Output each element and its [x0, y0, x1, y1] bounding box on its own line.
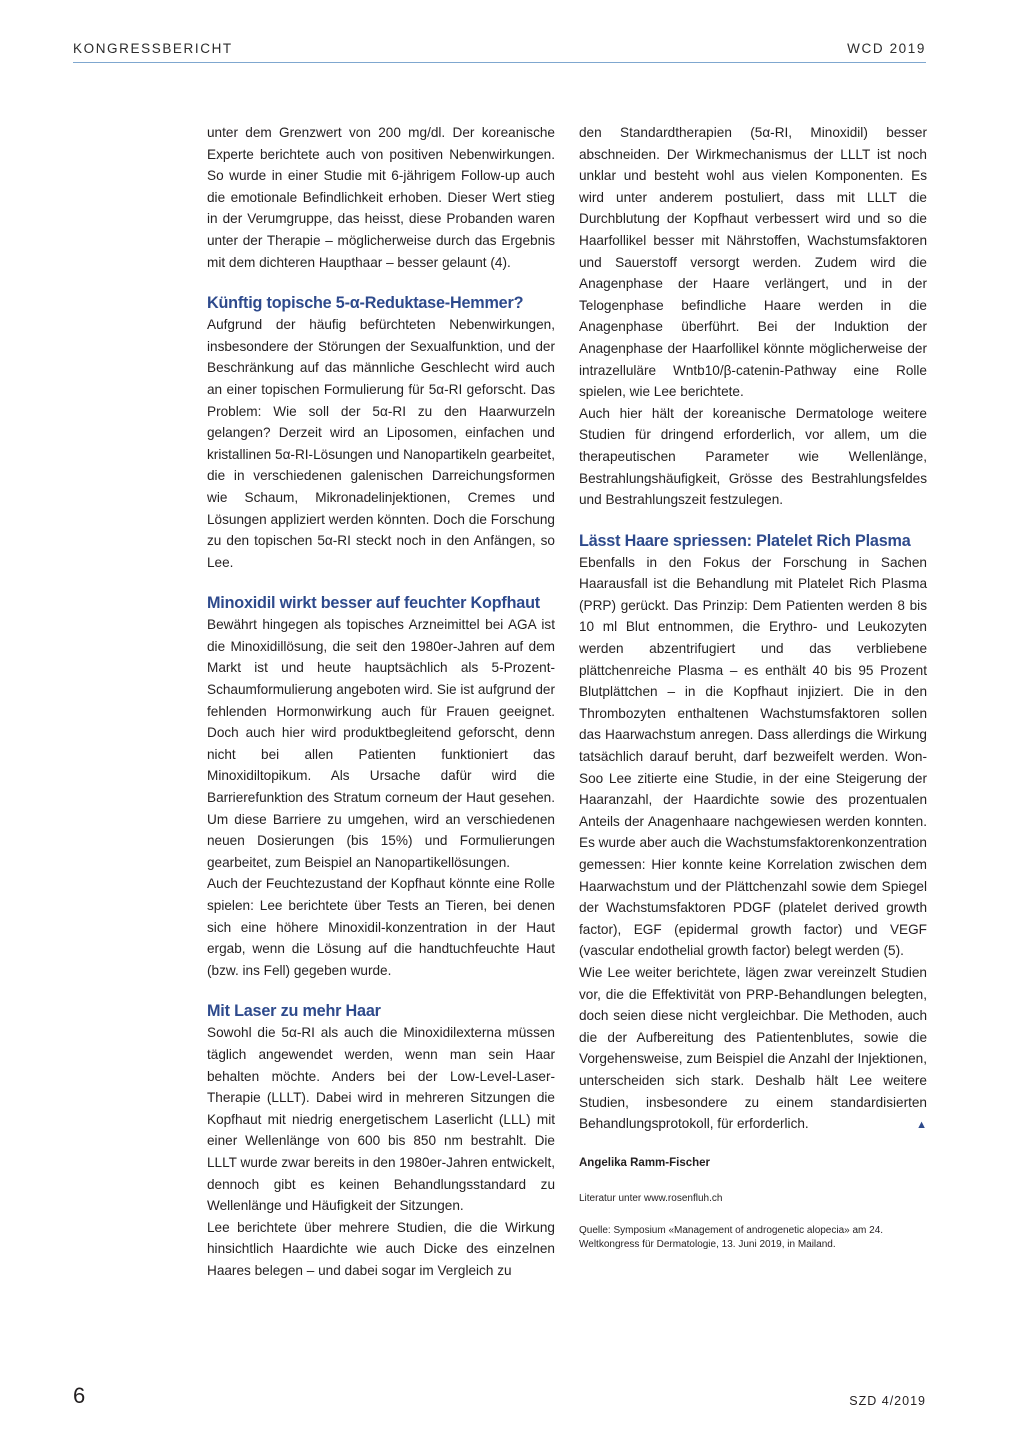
source-note: Quelle: Symposium «Management of androgenetic alopecia» am 24. Weltkongress für Dermatologie, 13. Juni 2019, in Mailand. — [579, 1225, 884, 1251]
paragraph: Auch der Feuchtezustand der Kopfhaut könnte eine Rolle spielen: Lee berichtete über Tests an Tieren, bei denen sich eine höhere Minoxidil-konzentration in der Haut ergab, wenn die Lösung auf die handtuchfeuchte Haut (bzw. ins Fell) gegeben wurde. — [207, 876, 555, 978]
page-number: 6 — [73, 1383, 86, 1408]
section-heading-laser: Mit Laser zu mehr Haar — [207, 1002, 381, 1021]
author-name: Angelika Ramm-Fischer — [579, 1156, 711, 1169]
paragraph-final — [579, 962, 927, 1135]
article-column-left — [207, 122, 555, 1282]
section-heading-minoxidil: Minoxidil wirkt besser auf feuchter Kopfhaut — [207, 594, 540, 613]
running-header-section: KONGRESSBERICHT — [73, 41, 233, 56]
literature-note: Literatur unter www.rosenfluh.ch — [579, 1193, 723, 1205]
paragraph: Lee berichtete über mehrere Studien, die die Wirkung hinsichtlich Haardichte wie auch Dicke des einzelnen Haares belegen – und dabei sogar im Vergleich zu — [207, 1219, 555, 1278]
paragraph: Bewährt hingegen als topisches Arzneimittel bei AGA ist die Minoxidillösung, die seit den 1980er-Jahren auf dem Markt ist und heute hauptsächlich als 5-Prozent-Schaumformulierung angeboten wird. Sie ist aufgrund der fehlenden Hormonwirkung auch für Frauen geeignet. Doch auch hier wird produktbegleitend geforscht, denn nicht bei allen Patienten funktioniert das Minoxidiltopikum. Als Ursache dafür wird die Barrierefunktion des Stratum corneum der Haut gesehen. Um diese Barriere zu umgehen, wird an verschiedenen neuen Dosierungen (bis 15%) und Formulierungen gearbeitet, zum Beispiel an Nanopartikellösungen. — [207, 617, 555, 870]
paragraph: Aufgrund der häufig befürchteten Nebenwirkungen, insbesondere der Störungen der Sexualfunktion, und der Beschränkung auf das männliche Geschlecht wird auch an einer topischen Formulierung für 5α-RI geforscht. Das Problem: Wie soll der 5α-RI zu den Haarwurzeln gelangen? Derzeit wird an Liposomen, einfachen und kristallinen 5α-RI-Lösungen und Nanopartikeln gearbeitet, die in verschiedenen galenischen Darreichungsformen wie Schaum, Mikronadelinjektionen, Cremes und Lösungen appliziert werden könnten. Doch die Forschung zu den topischen 5α-RI steckt noch in den Anfängen, so Lee. — [207, 317, 555, 570]
paragraph: Ebenfalls in den Fokus der Forschung in Sachen Haarausfall ist die Behandlung mit Platelet Rich Plasma (PRP) gerückt. Das Prinzip: Dem Patienten werden 8 bis 10 ml Blut entnommen, die Erythro- und Leukozyten werden abzentrifugiert und das verbliebene plättchenreiche Plasma – es enthält 40 bis 95 Prozent Blutplättchen – in die Kopfhaut injiziert. Die in den Thrombozyten enthaltenen Wachstumsfaktoren sollen das Haarwachstum anregen. Dass allerdings die Wirkung tatsächlich darauf beruht, darf bezweifelt werden. Won-Soo Lee zitierte eine Studie, in der eine Steigerung der Haaranzahl, der Haardichte sowie des prozentualen Anteils der Anagenhaare nachgewiesen werden konnten. Es wurde aber auch die Wachstumsfaktorenkonzentration gemessen: Hier konnte keine Korrelation zwischen dem Haarwachstum und der Plättchenzahl sowie dem Spiegel der Wachstumsfaktoren PDGF (platelet derived growth factor), EGF (epidermal growth factor) und VEGF (vascular endothelial growth factor) belegt werden (5). — [579, 554, 927, 959]
end-of-article-triangle-icon: ▲ — [916, 1119, 927, 1132]
running-header-event: WCD 2019 — [847, 41, 926, 56]
paragraph: Sowohl die 5α-RI als auch die Minoxidilexterna müssen täglich angewendet werden, wenn man sein Haar behalten möchte. Anders bei der Low-Level-Laser-Therapie (LLLT). Dabei wird in mehreren Sitzungen die Kopfhaut mit niedrig energetischem Laserlicht (LLL) mit einer Wellenlänge von 600 bis 850 nm bestrahlt. Die LLLT wurde zwar bereits in den 1980er-Jahren entwickelt, dennoch gibt es keinen Behandlungsstandard zu Wellenlänge und Häufigkeit der Sitzungen. — [207, 1025, 555, 1214]
section-heading-topical: Künftig topische 5-α-Reduktase-Hemmer? — [207, 294, 524, 313]
issue-label: SZD 4/2019 — [849, 1394, 926, 1408]
header-divider — [73, 62, 926, 63]
section-heading-prp: Lässt Haare spriessen: Platelet Rich Plasma — [579, 531, 911, 550]
paragraph-text: Wie Lee weiter berichtete, lägen zwar vereinzelt Studien vor, die die Effektivität von PRP-Behandlungen belegten, doch seien diese nicht vergleichbar. Die Methoden, auch die der Aufbereitung des Patientenblutes, sowie die Vorgehensweise, zum Beispiel die Anzahl der Injektionen, unterscheiden sich stark. Deshalb hält Lee weitere Studien, insbesondere zu einem standardisierten Behandlungsprotokoll, für erforderlich. — [579, 964, 927, 1132]
article-column-right — [579, 122, 927, 1252]
paragraph: unter dem Grenzwert von 200 mg/dl. Der koreanische Experte berichtete auch von positiven Nebenwirkungen. So wurde in einer Studie mit 6-jährigem Follow-up auch die emotionale Befindlichkeit erhoben. Dieser Wert stieg in der Verumgruppe, das heisst, diese Probanden waren unter der Therapie – möglicherweise durch das Ergebnis mit dem dichteren Haupthaar – besser gelaunt (4). — [207, 125, 555, 270]
paragraph: den Standardtherapien (5α-RI, Minoxidil) besser abschneiden. Der Wirkmechanismus der LLLT ist noch unklar und besteht wohl aus vielen Komponenten. Es wird unter anderem postuliert, dass mit LLLT die Durchblutung der Kopfhaut verbessert wird und so die Haarfollikel besser mit Nährstoffen, Wachstumsfaktoren und Sauerstoff versorgt werden. Zudem wird die Anagenphase der Haare verlängert, und in der Telogenphase befindliche Haare werden in die Anagenphase überführt. Bei der Induktion der Anagenphase der Haarfollikel könnte möglicherweise der intrazelluläre Wntb10/β-catenin-Pathway eine Rolle spielen, wie Lee berichtete. — [579, 125, 927, 400]
paragraph: Auch hier hält der koreanische Dermatologe weitere Studien für dringend erforderlich, vor allem, um die therapeutischen Parameter wie Wellenlänge, Bestrahlungshäufigkeit, Grösse des Bestrahlungsfeldes und Bestrahlungszeit festzulegen. — [579, 405, 927, 508]
